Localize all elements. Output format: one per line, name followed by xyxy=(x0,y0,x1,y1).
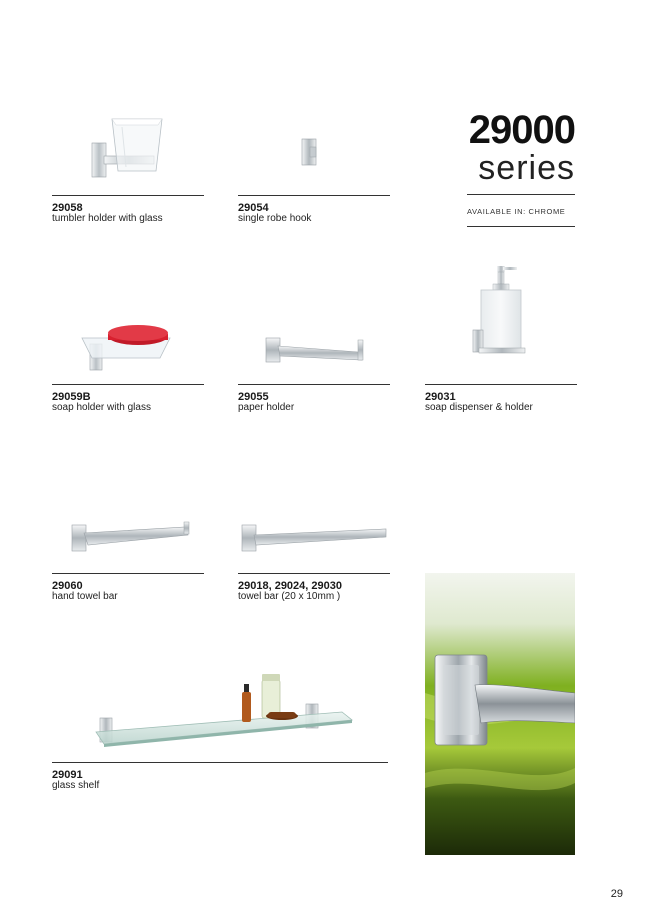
product-description: soap holder with glass xyxy=(52,402,151,413)
product-robe-hook xyxy=(238,95,390,225)
availability-note: AVAILABLE IN: CHROME xyxy=(467,207,566,216)
product-towel-bar xyxy=(238,473,390,603)
product-soap-holder xyxy=(52,284,204,414)
product-code: 29018, 29024, 29030 xyxy=(238,580,342,592)
product-code: 29060 xyxy=(52,580,83,592)
product-rule xyxy=(238,573,390,574)
series-number: 29000 xyxy=(468,108,575,152)
product-rule xyxy=(52,384,204,385)
product-paper-holder xyxy=(238,284,390,414)
product-rule xyxy=(425,384,577,385)
towel-bar-closeup-image xyxy=(425,573,575,855)
product-code: 29058 xyxy=(52,202,83,214)
product-description: glass shelf xyxy=(52,780,100,791)
paper-holder-image xyxy=(238,290,390,390)
product-rule xyxy=(52,762,388,763)
promo-photo xyxy=(425,573,575,855)
series-rule-bottom xyxy=(467,226,575,227)
tumbler-holder-image xyxy=(52,101,204,201)
product-description: paper holder xyxy=(238,402,295,413)
product-description: tumbler holder with glass xyxy=(52,213,163,224)
product-soap-dispenser xyxy=(425,284,577,414)
product-rule xyxy=(52,195,204,196)
towel-bar-image xyxy=(238,479,390,579)
soap-holder-image xyxy=(52,290,204,390)
soap-dispenser-image xyxy=(425,260,577,380)
product-code: 29059B xyxy=(52,391,91,403)
glass-shelf-image xyxy=(52,668,388,768)
page-number: 29 xyxy=(610,888,623,900)
product-description: single robe hook xyxy=(238,213,312,224)
product-description: hand towel bar xyxy=(52,591,118,602)
series-heading xyxy=(469,110,575,186)
product-description: soap dispenser & holder xyxy=(425,402,533,413)
series-rule-top xyxy=(467,194,575,195)
product-rule xyxy=(52,573,204,574)
product-code: 29031 xyxy=(425,391,456,403)
product-code: 29055 xyxy=(238,391,269,403)
product-rule xyxy=(238,384,390,385)
product-tumbler-holder xyxy=(52,95,204,225)
series-word: series xyxy=(478,149,575,187)
hand-towel-bar-image xyxy=(52,479,204,579)
product-code: 29054 xyxy=(238,202,269,214)
robe-hook-image xyxy=(238,101,390,201)
product-glass-shelf xyxy=(52,662,388,792)
product-description: towel bar (20 x 10mm ) xyxy=(238,591,341,602)
product-rule xyxy=(238,195,390,196)
product-code: 29091 xyxy=(52,769,83,781)
product-hand-towel-bar xyxy=(52,473,204,603)
